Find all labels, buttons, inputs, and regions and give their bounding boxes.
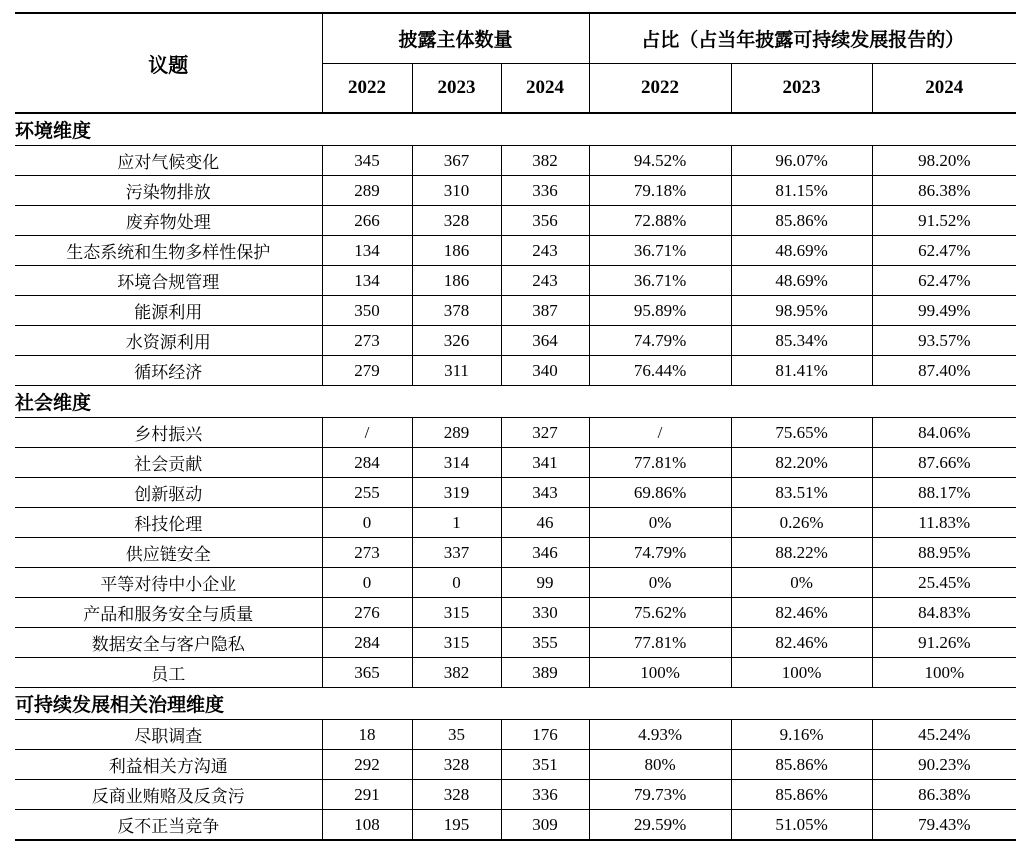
percent-cell: 80% [589,750,731,780]
section-title: 环境维度 [15,113,1016,146]
count-cell: 291 [322,780,412,810]
percent-cell: 48.69% [731,266,872,296]
count-cell: 266 [322,206,412,236]
count-cell: 326 [412,326,501,356]
percent-cell: 86.38% [872,780,1016,810]
percent-cell: 77.81% [589,448,731,478]
percent-cell: 85.86% [731,206,872,236]
count-cell: 311 [412,356,501,386]
percent-cell: 85.86% [731,780,872,810]
percent-cell: 94.52% [589,146,731,176]
table-row [15,538,1016,568]
table-row [15,356,1016,386]
percent-cell: 88.22% [731,538,872,568]
count-cell: 292 [322,750,412,780]
percent-cell: 88.17% [872,478,1016,508]
percent-cell: 0.26% [731,508,872,538]
table-row [15,326,1016,356]
count-cell: 186 [412,236,501,266]
section-row [15,386,1016,418]
percent-cell: 62.47% [872,236,1016,266]
percent-cell: 36.71% [589,266,731,296]
table-row [15,236,1016,266]
percent-cell: 87.66% [872,448,1016,478]
year-header: 2023 [412,64,501,114]
count-cell: 389 [501,658,589,688]
count-cell: 108 [322,810,412,841]
topic-cell: 社会贡献 [15,448,322,478]
percent-cell: 36.71% [589,236,731,266]
percent-cell: 88.95% [872,538,1016,568]
count-cell: 46 [501,508,589,538]
count-cell: 134 [322,236,412,266]
table-row [15,720,1016,750]
year-header: 2022 [589,64,731,114]
percent-group-header: 占比（占当年披露可持续发展报告的） [589,13,1016,64]
topic-cell: 数据安全与客户隐私 [15,628,322,658]
table-row [15,598,1016,628]
percent-cell: 69.86% [589,478,731,508]
count-cell: 350 [322,296,412,326]
percent-cell: 86.38% [872,176,1016,206]
table-row [15,296,1016,326]
topic-cell: 供应链安全 [15,538,322,568]
count-cell: 309 [501,810,589,841]
percent-cell: 51.05% [731,810,872,841]
table-row [15,176,1016,206]
count-cell: 186 [412,266,501,296]
topic-column-header: 议题 [15,13,322,113]
percent-cell: 0% [589,508,731,538]
percent-cell: 79.18% [589,176,731,206]
section-title: 可持续发展相关治理维度 [15,688,1016,720]
section-row [15,688,1016,720]
count-cell: 346 [501,538,589,568]
percent-cell: 76.44% [589,356,731,386]
count-cell: 273 [322,538,412,568]
percent-cell: 9.16% [731,720,872,750]
year-header: 2023 [731,64,872,114]
percent-cell: 79.73% [589,780,731,810]
count-cell: 365 [322,658,412,688]
count-cell: 284 [322,448,412,478]
table-row [15,750,1016,780]
topic-cell: 能源利用 [15,296,322,326]
percent-cell: 83.51% [731,478,872,508]
count-cell: 340 [501,356,589,386]
count-cell: 255 [322,478,412,508]
count-cell: 367 [412,146,501,176]
count-cell: 337 [412,538,501,568]
table-row [15,448,1016,478]
percent-cell: 95.89% [589,296,731,326]
topic-cell: 生态系统和生物多样性保护 [15,236,322,266]
percent-cell: 100% [589,658,731,688]
topic-cell: 尽职调查 [15,720,322,750]
percent-cell: 85.34% [731,326,872,356]
percent-cell: 79.43% [872,810,1016,841]
topic-cell: 平等对待中小企业 [15,568,322,598]
topic-cell: 废弃物处理 [15,206,322,236]
count-cell: 176 [501,720,589,750]
count-cell: 279 [322,356,412,386]
topic-cell: 利益相关方沟通 [15,750,322,780]
count-cell: 284 [322,628,412,658]
count-group-header: 披露主体数量 [322,13,589,64]
count-cell: 195 [412,810,501,841]
topic-cell: 产品和服务安全与质量 [15,598,322,628]
count-cell: 276 [322,598,412,628]
percent-cell: 84.83% [872,598,1016,628]
percent-cell: 82.46% [731,598,872,628]
percent-cell: 98.20% [872,146,1016,176]
count-cell: 314 [412,448,501,478]
section-row [15,113,1016,146]
percent-cell: 100% [872,658,1016,688]
percent-cell: 100% [731,658,872,688]
count-cell: 330 [501,598,589,628]
count-cell: 18 [322,720,412,750]
percent-cell: 96.07% [731,146,872,176]
count-cell: 328 [412,750,501,780]
percent-cell: 77.81% [589,628,731,658]
table-row [15,568,1016,598]
percent-cell: 29.59% [589,810,731,841]
percent-cell: 84.06% [872,418,1016,448]
table-row [15,508,1016,538]
percent-cell: 98.95% [731,296,872,326]
table-row [15,810,1016,841]
count-cell: 315 [412,598,501,628]
percent-cell: 85.86% [731,750,872,780]
percent-cell: / [589,418,731,448]
count-cell: 1 [412,508,501,538]
count-cell: 355 [501,628,589,658]
count-cell: 378 [412,296,501,326]
count-cell: 343 [501,478,589,508]
topic-cell: 水资源利用 [15,326,322,356]
percent-cell: 81.41% [731,356,872,386]
table-row [15,658,1016,688]
percent-cell: 99.49% [872,296,1016,326]
percent-cell: 82.46% [731,628,872,658]
percent-cell: 25.45% [872,568,1016,598]
count-cell: 319 [412,478,501,508]
count-cell: 35 [412,720,501,750]
topic-cell: 创新驱动 [15,478,322,508]
topic-cell: 员工 [15,658,322,688]
count-cell: 243 [501,236,589,266]
table-row [15,418,1016,448]
table-row [15,266,1016,296]
count-cell: 315 [412,628,501,658]
year-header: 2024 [501,64,589,114]
count-cell: 328 [412,206,501,236]
topic-cell: 反不正当竞争 [15,810,322,841]
count-cell: 351 [501,750,589,780]
table-header [15,13,1016,113]
count-cell: 0 [322,568,412,598]
percent-cell: 81.15% [731,176,872,206]
count-cell: 289 [412,418,501,448]
count-cell: 134 [322,266,412,296]
topic-cell: 环境合规管理 [15,266,322,296]
topic-cell: 循环经济 [15,356,322,386]
percent-cell: 91.26% [872,628,1016,658]
percent-cell: 4.93% [589,720,731,750]
table-row [15,628,1016,658]
table-body [15,113,1016,840]
percent-cell: 82.20% [731,448,872,478]
percent-cell: 74.79% [589,538,731,568]
table-row [15,478,1016,508]
table-row [15,146,1016,176]
percent-cell: 91.52% [872,206,1016,236]
topic-cell: 科技伦理 [15,508,322,538]
percent-cell: 11.83% [872,508,1016,538]
count-cell: 336 [501,780,589,810]
count-cell: 243 [501,266,589,296]
count-cell: 336 [501,176,589,206]
count-cell: 273 [322,326,412,356]
count-cell: 356 [501,206,589,236]
percent-cell: 90.23% [872,750,1016,780]
percent-cell: 72.88% [589,206,731,236]
topic-cell: 应对气候变化 [15,146,322,176]
count-cell: 364 [501,326,589,356]
section-title: 社会维度 [15,386,1016,418]
percent-cell: 75.65% [731,418,872,448]
table-row [15,780,1016,810]
count-cell: 99 [501,568,589,598]
count-cell: 341 [501,448,589,478]
count-cell: 345 [322,146,412,176]
count-cell: 387 [501,296,589,326]
count-cell: 289 [322,176,412,206]
topic-cell: 污染物排放 [15,176,322,206]
percent-cell: 75.62% [589,598,731,628]
table-row [15,206,1016,236]
percent-cell: 87.40% [872,356,1016,386]
year-header: 2024 [872,64,1016,114]
percent-cell: 62.47% [872,266,1016,296]
count-cell: 0 [412,568,501,598]
percent-cell: 45.24% [872,720,1016,750]
topic-cell: 反商业贿赂及反贪污 [15,780,322,810]
percent-cell: 74.79% [589,326,731,356]
percent-cell: 0% [589,568,731,598]
count-cell: 382 [412,658,501,688]
topic-cell: 乡村振兴 [15,418,322,448]
count-cell: / [322,418,412,448]
count-cell: 328 [412,780,501,810]
count-cell: 382 [501,146,589,176]
count-cell: 327 [501,418,589,448]
disclosure-table [15,12,1016,841]
count-cell: 310 [412,176,501,206]
percent-cell: 93.57% [872,326,1016,356]
count-cell: 0 [322,508,412,538]
percent-cell: 48.69% [731,236,872,266]
year-header: 2022 [322,64,412,114]
percent-cell: 0% [731,568,872,598]
